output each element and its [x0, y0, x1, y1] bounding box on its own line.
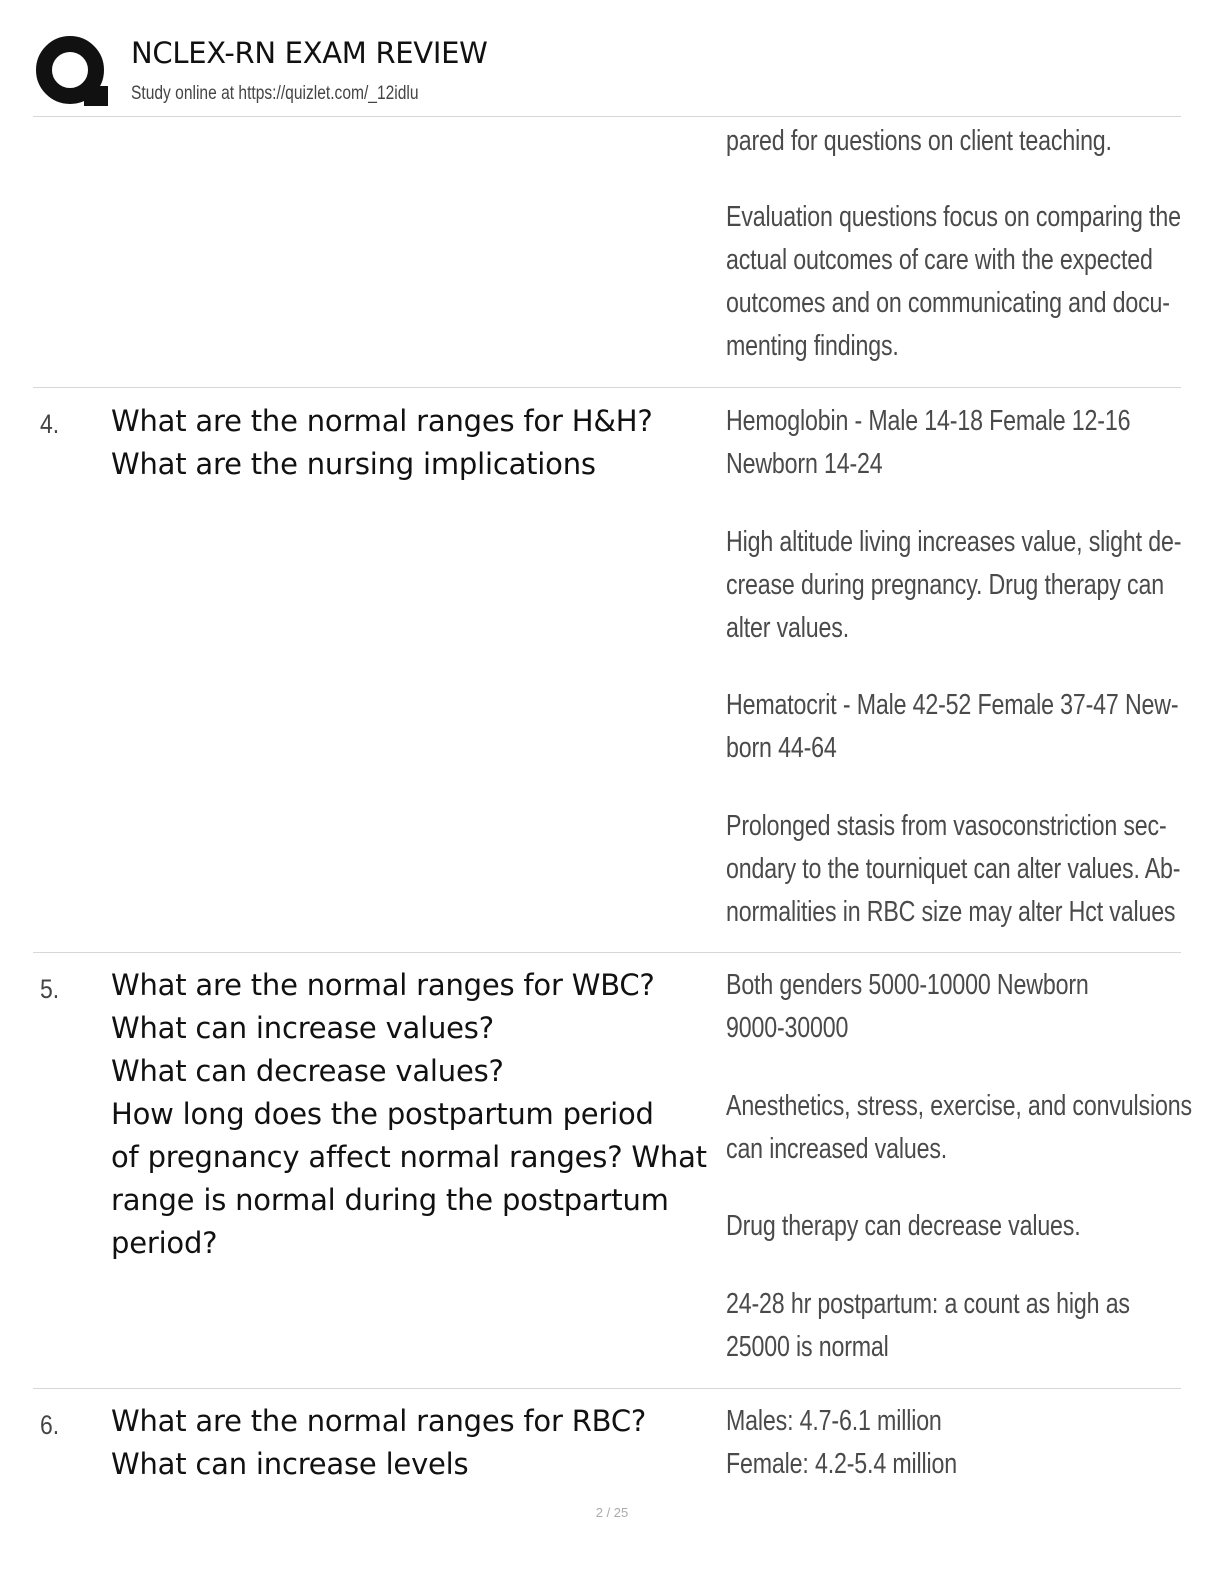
answer-paragraph: Males: 4.7-6.1 million Female: 4.2-5.4 million	[726, 1405, 957, 1480]
answer-paragraph: Prolonged stasis from vasoconstriction sec- ondary to the tourniquet can alter values. Ab- normalities in RBC size may alter Hct values	[726, 810, 1181, 928]
question-text: What are the normal ranges for H&H? What are the nursing implications	[111, 404, 653, 481]
divider	[33, 116, 1181, 117]
divider	[33, 952, 1181, 953]
answer-paragraph: Hemoglobin - Male 14-18 Female 12-16 Newborn 14-24	[726, 405, 1131, 480]
card-number: 4.	[40, 409, 60, 439]
answer-paragraph: Anesthetics, stress, exercise, and convulsions can increased values.	[726, 1090, 1192, 1165]
divider	[33, 1388, 1181, 1389]
question-text: What are the normal ranges for RBC? What can increase levels	[111, 1404, 647, 1481]
answer-paragraph: Evaluation questions focus on comparing the actual outcomes of care with the expected outcomes and on communicating and docu- menting findings.	[726, 201, 1181, 362]
answer-paragraph: High altitude living increases value, slight de- crease during pregnancy. Drug therapy can alter values.	[726, 526, 1182, 644]
question-text: What are the normal ranges for WBC? What can increase values? What can decrease values? How long does the postpartum period of pregnancy affect normal ranges? What range is normal during the postpartum period?	[111, 968, 707, 1260]
page-number: 2 / 25	[595, 1505, 629, 1520]
study-online-link[interactable]: Study online at https://quizlet.com/_12idlu	[131, 83, 419, 104]
divider	[33, 387, 1181, 388]
document-title: NCLEX-RN EXAM REVIEW	[131, 36, 488, 70]
answer-paragraph: Both genders 5000-10000 Newborn 9000-30000	[726, 969, 1089, 1044]
answer-paragraph: pared for questions on client teaching.	[726, 125, 1112, 157]
answer-paragraph: 24-28 hr postpartum: a count as high as 25000 is normal	[726, 1288, 1130, 1363]
card-number: 5.	[40, 974, 60, 1004]
quizlet-logo-icon	[34, 34, 110, 110]
answer-paragraph: Hematocrit - Male 42-52 Female 37-47 New- born 44-64	[726, 689, 1179, 764]
card-number: 6.	[40, 1410, 60, 1440]
answer-paragraph: Drug therapy can decrease values.	[726, 1210, 1081, 1242]
